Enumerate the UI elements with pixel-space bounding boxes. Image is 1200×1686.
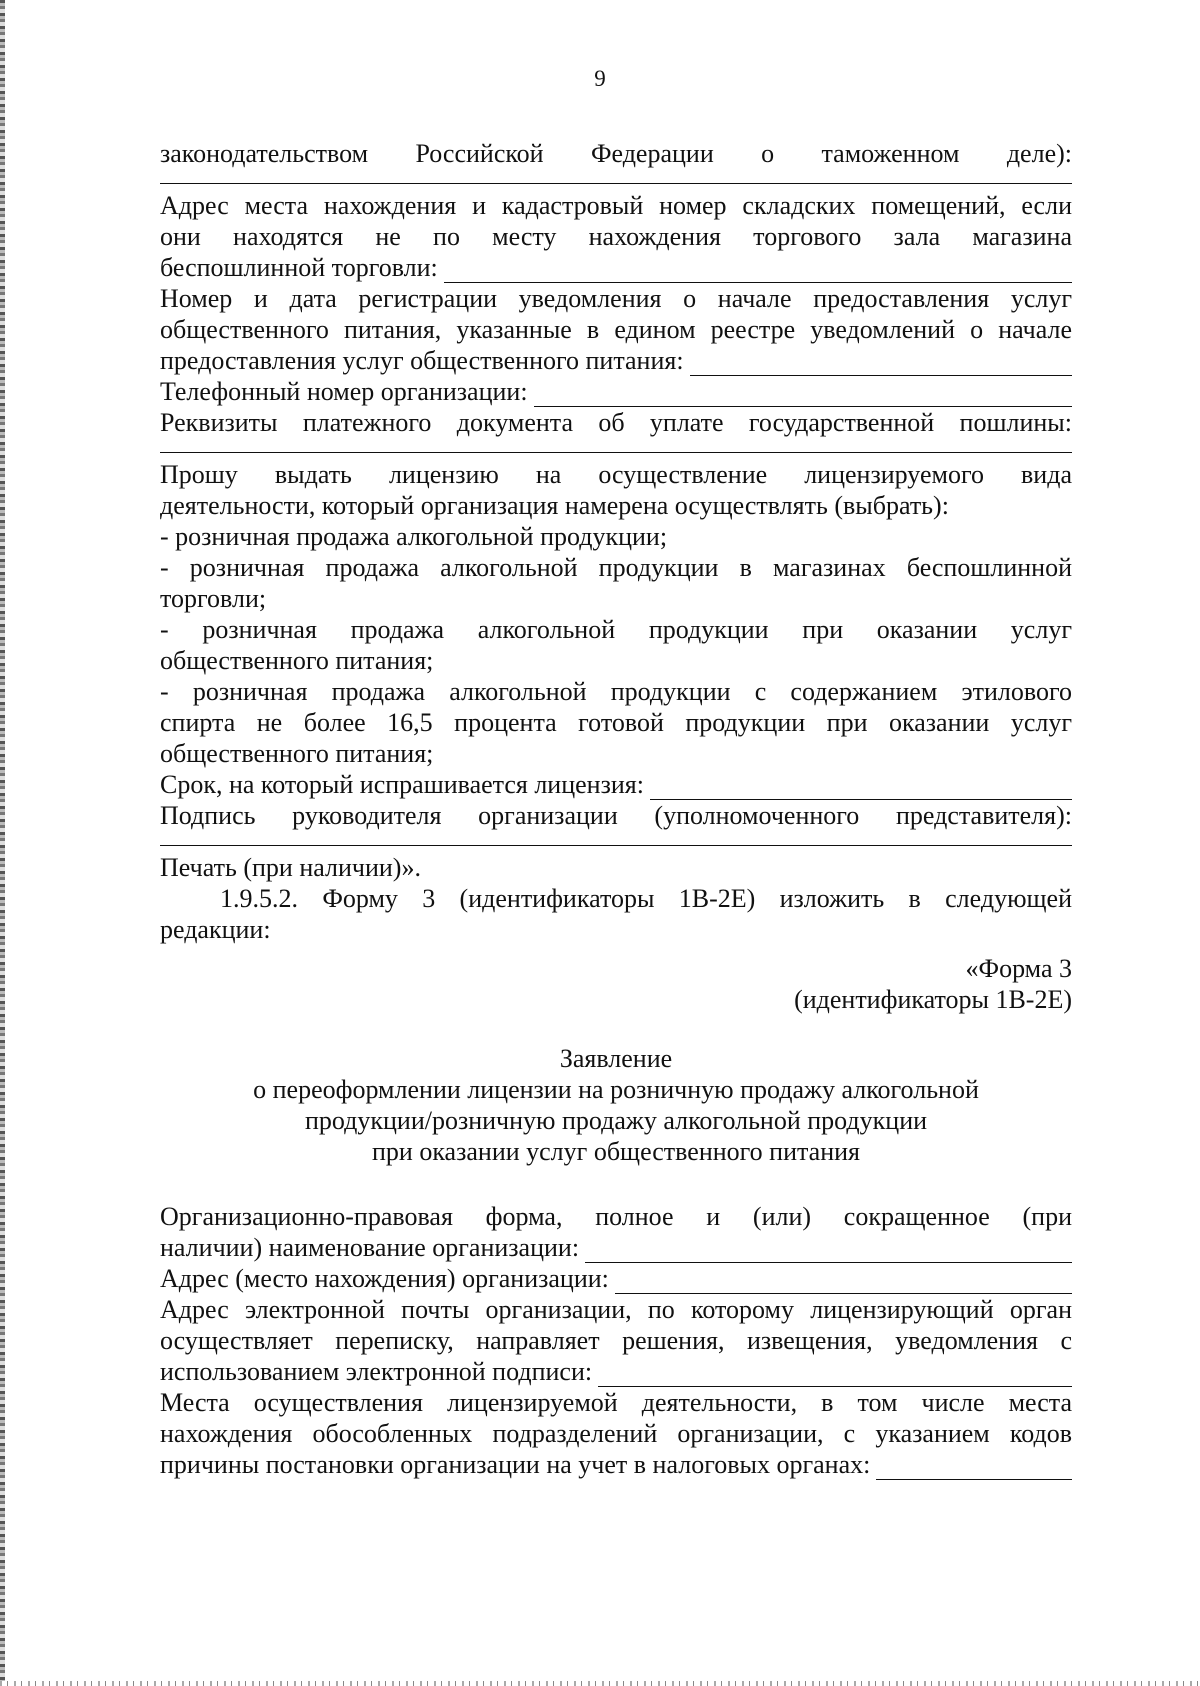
warehouse-address-line: они находятся не по месту нахождения торгового зала магазина (160, 222, 1072, 251)
page-number: 9 (594, 66, 606, 91)
option-item-cont: общественного питания; (160, 739, 434, 768)
option-item: - розничная продажа алкогольной продукции при оказании услуг (160, 615, 1072, 644)
org-form-line: Организационно-правовая форма, полное и (или) сокращенное (при (160, 1202, 1072, 1231)
field-label: беспошлинной торговли: (160, 253, 438, 282)
statement-subtitle: о переоформлении лицензии на розничную продажу алкогольной (253, 1075, 979, 1104)
form-identifiers: (идентификаторы 1В-2Е) (794, 985, 1072, 1014)
warehouse-address-input[interactable] (444, 258, 1072, 283)
field-label: Адрес (место нахождения) организации: (160, 1264, 609, 1293)
option-item-cont: общественного питания; (160, 646, 434, 675)
catering-notice-line: Номер и дата регистрации уведомления о начале предоставления услуг (160, 284, 1072, 313)
term-input[interactable] (650, 775, 1072, 800)
warehouse-address-line: Адрес места нахождения и кадастровый номер складских помещений, если (160, 191, 1072, 220)
email-line: Адрес электронной почты организации, по которому лицензирующий орган (160, 1295, 1072, 1324)
signature-input[interactable] (160, 831, 1072, 846)
payment-doc-input[interactable] (160, 438, 1072, 453)
warehouse-address-field (160, 252, 1072, 283)
amendment-line: редакции: (160, 915, 271, 944)
places-input[interactable] (876, 1455, 1072, 1480)
option-item-cont: спирта не более 16,5 процента готовой продукции при оказании услуг (160, 708, 1072, 737)
email-field (160, 1356, 1072, 1387)
signature-label: Подпись руководителя организации (уполномоченного представителя): (160, 801, 1072, 830)
payment-doc-label: Реквизиты платежного документа об уплате государственной пошлины: (160, 408, 1072, 437)
phone-field (160, 376, 1072, 407)
field-label: Телефонный номер организации: (160, 377, 528, 406)
email-input[interactable] (598, 1362, 1072, 1387)
field-label: использованием электронной подписи: (160, 1357, 593, 1386)
scan-edge-artifact (0, 0, 5, 1686)
option-item-cont: торговли; (160, 584, 267, 613)
places-field (160, 1449, 1072, 1480)
document-body (160, 138, 1072, 1480)
field-label: причины постановки организации на учет в налоговых органах: (160, 1450, 871, 1479)
catering-notice-field (160, 345, 1072, 376)
field-label: предоставления услуг общественного питания: (160, 346, 684, 375)
catering-notice-line: общественного питания, указанные в едином реестре уведомлений о начале (160, 315, 1072, 344)
scan-bottom-artifact (0, 1681, 1200, 1686)
customs-line: законодательством Российской Федерации о таможенном деле): (160, 139, 1072, 168)
option-item: - розничная продажа алкогольной продукции; (160, 522, 668, 551)
org-address-input[interactable] (615, 1269, 1072, 1294)
field-label: наличии) наименование организации: (160, 1233, 580, 1262)
option-item: - розничная продажа алкогольной продукции с содержанием этилового (160, 677, 1072, 706)
org-name-input[interactable] (585, 1238, 1072, 1263)
places-line: нахождения обособленных подразделений организации, с указанием кодов (160, 1419, 1072, 1448)
org-address-field (160, 1263, 1072, 1294)
option-item: - розничная продажа алкогольной продукции в магазинах беспошлинной (160, 553, 1072, 582)
seal-label: Печать (при наличии)». (160, 853, 421, 882)
request-line: деятельности, который организация намерена осуществлять (выбрать): (160, 491, 949, 520)
statement-subtitle: продукции/розничную продажу алкогольной продукции (304, 1106, 928, 1135)
amendment-line: 1.9.5.2. Форму 3 (идентификаторы 1В-2Е) изложить в следующей (220, 884, 1072, 913)
email-line: осуществляет переписку, направляет решения, извещения, уведомления с (160, 1326, 1072, 1355)
statement-title: Заявление (559, 1044, 673, 1073)
statement-subtitle: при оказании услуг общественного питания (371, 1137, 861, 1166)
org-name-field (160, 1232, 1072, 1263)
form-label: «Форма 3 (965, 954, 1072, 983)
blank-line (160, 169, 1072, 184)
phone-input[interactable] (534, 382, 1072, 407)
term-field (160, 769, 1072, 800)
request-line: Прошу выдать лицензию на осуществление лицензируемого вида (160, 460, 1072, 489)
places-line: Места осуществления лицензируемой деятельности, в том числе места (160, 1388, 1072, 1417)
field-label: Срок, на который испрашивается лицензия: (160, 770, 644, 799)
catering-notice-input[interactable] (690, 351, 1072, 376)
